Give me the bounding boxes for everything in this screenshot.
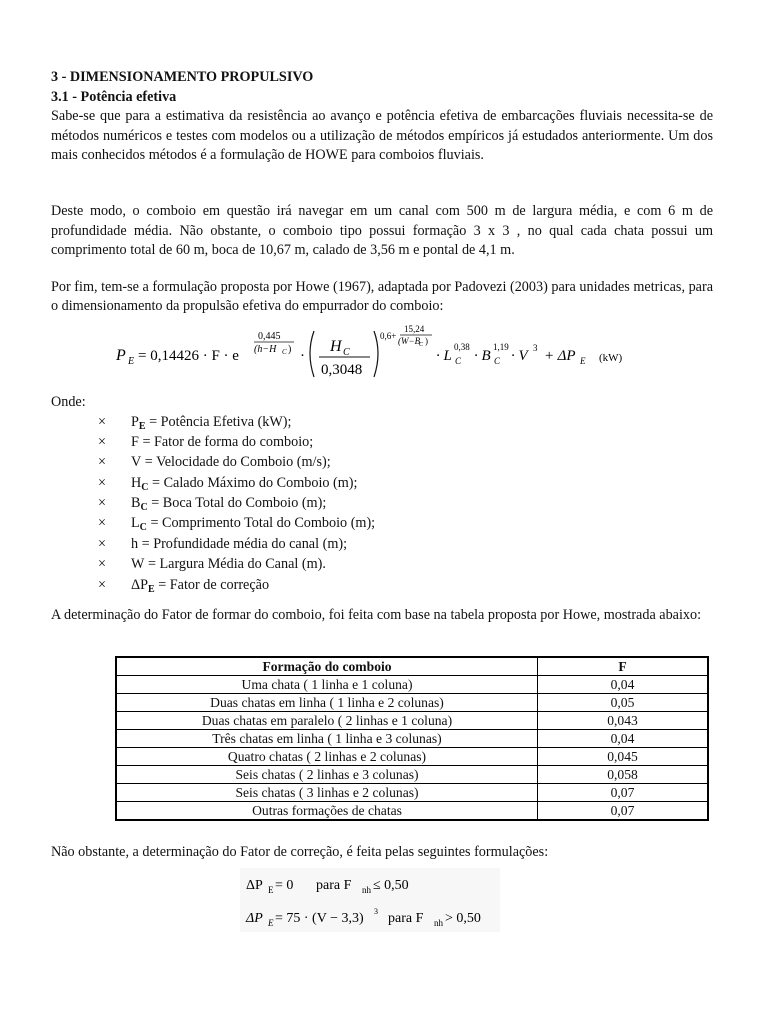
bullet-x-icon: × [98,576,107,593]
corr2-cond-sub: nh [434,918,443,928]
bullet-x-icon: × [98,454,107,471]
formula-lc-sub: C [455,355,462,366]
formula-lc-exp: 0,38 [454,341,470,352]
definition-subscript: C [140,502,148,514]
formula-lc: · L [436,347,452,364]
table-header-f: F [538,657,709,676]
table-cell-f: 0,043 [538,712,709,730]
form-factor-table [115,656,709,821]
definition-item [51,474,713,494]
paragraph-intro: Sabe-se que para a estimativa da resistência ao avanço e potência efetiva de embarcações fluviais necessita-se de métodos numéricos e testes com modelos ou a utilização de métodos empíricos já estudados anteriormente. Um dos mais conhecidos métodos é a formulação de HOWE para comboios fluviais. [51,108,713,164]
definition-item [51,494,713,514]
formula-unit: (kW) [599,351,623,364]
formula-exp-den-sub: C [282,347,287,356]
bullet-x-icon: × [98,556,107,573]
definition-text [131,413,291,433]
correction-formulas [240,868,500,932]
correction-formulas-graphic [240,868,500,932]
paragraph-table-intro: A determinação do Fator de formar do comboio, foi feita com base na tabela proposta por Howe, mostrada abaixo: [51,607,702,624]
definition-description: = Fator de correção [154,576,270,593]
formula-frac-num-sub: C [343,346,350,358]
definition-subscript: C [139,522,147,534]
formula-exp-den-close: ) [288,343,292,355]
bullet-x-icon: × [98,535,107,552]
table-cell-f: 0,07 [538,802,709,821]
formula-dpe-sub: E [580,355,586,366]
onde-label: Onde: [51,393,86,410]
definition-description: = Comprimento Total do Comboio (m); [146,515,376,532]
document-body [51,68,713,626]
definition-symbol: W [131,556,145,573]
definition-symbol: B [131,495,141,512]
definition-item [51,453,713,473]
definition-subscript: C [141,481,149,493]
definition-text [131,433,313,453]
table-cell-f: 0,04 [538,676,709,694]
formula-pow-den-close: ) [425,335,428,346]
table-cell-formation: Outras formações de chatas [116,802,538,821]
definition-description: = Largura Média do Canal (m). [144,556,326,573]
formula-exp-den: (h−H [254,343,277,355]
paragraph-channel: Deste modo, o comboio em questão irá navegar em um canal com 500 m de largura média, e com 6 m de profundidade média. Não obstante, o comboio tipo possui formação 3 x 3 , no qual cada chata possui um comprimento total de 60 m, boca de 10,67 m, calado de 3,56 m e pontal de 4,1 m. [51,202,713,259]
table-header-row [116,657,708,676]
formula-pe: P [116,346,126,364]
formula-pow-den-sub: C [419,341,424,348]
table-cell-f: 0,058 [538,766,709,784]
corr1-lhs: ΔP [246,878,263,893]
table-cell-f: 0,045 [538,748,709,766]
corr1-eq: = 0 [275,878,294,893]
formula-pow-num: 15,24 [404,323,425,334]
definition-item [51,413,713,433]
subsection-title: 3.1 - Potência efetiva [51,88,177,105]
corr2-lhs-sub: E [268,918,274,928]
definition-symbol: ΔP [131,576,149,593]
table-cell-formation: Seis chatas ( 3 linhas e 2 colunas) [116,784,538,802]
table-row [116,802,708,821]
definition-text [131,576,269,596]
bullet-x-icon: × [98,495,107,512]
bullet-x-icon: × [98,515,107,532]
table-cell-formation: Duas chatas em linha ( 1 linha e 2 colunas) [116,694,538,712]
table-row [116,730,708,748]
definition-symbol: h [131,535,139,552]
definition-item [51,514,713,534]
definition-symbol: F [131,433,139,450]
formula-v: · V [511,347,528,364]
definition-subscript: E [138,420,146,432]
definition-text [131,514,375,534]
corr1-lhs-sub: E [268,885,274,895]
table-row [116,712,708,730]
table-cell-f: 0,05 [538,694,709,712]
formula-coeff: = 0,14426 · F · e [138,347,239,364]
definition-item [51,433,713,453]
table-row [116,748,708,766]
corr2-rel: > 0,50 [445,911,481,926]
definition-subscript: E [148,583,155,595]
corr1-cond-sub: nh [362,885,371,895]
table-cell-formation: Três chatas em linha ( 1 linha e 3 colunas) [116,730,538,748]
formula-frac-num: H [330,337,342,355]
table-cell-formation: Uma chata ( 1 linha e 1 coluna) [116,676,538,694]
formula-pow-den: (W−B [398,335,421,346]
definition-text [131,453,331,473]
formula-bc-sub: C [494,355,501,366]
formula-frac-den: 0,3048 [321,361,363,378]
paragraph-formula-intro: Por fim, tem-se a formulação proposta por Howe (1967), adaptada por Padovezi (2003) para unidades metricas, para o dimensionamento da propulsão efetiva do empurrador do comboio: [51,278,713,315]
definition-description: = Calado Máximo do Comboio (m); [148,474,358,491]
table-cell-formation: Seis chatas ( 2 linhas e 3 colunas) [116,766,538,784]
definition-item [51,535,713,555]
howe-formula [51,323,713,385]
bullet-x-icon: × [98,474,107,491]
table-cell-formation: Quatro chatas ( 2 linhas e 2 colunas) [116,748,538,766]
corr1-cond: para F [316,878,352,893]
definition-text [131,535,347,555]
definition-text [131,474,357,494]
table-row [116,766,708,784]
table-row [116,694,708,712]
definition-text [131,494,326,514]
definitions-list [51,413,713,597]
table-cell-f: 0,07 [538,784,709,802]
table-cell-formation: Duas chatas em paralelo ( 2 linhas e 1 coluna) [116,712,538,730]
formula-bc-exp: 1,19 [493,341,509,352]
formula-bc: · B [474,347,491,364]
bullet-x-icon: × [98,433,107,450]
definition-description: = Boca Total do Comboio (m); [147,495,327,512]
table-header-formation: Formação do comboio [116,657,538,676]
corr2-lhs: ΔP [246,911,263,926]
definition-description: = Potência Efetiva (kW); [145,413,292,430]
table-row [116,676,708,694]
definition-description: = Velocidade do Comboio (m/s); [141,454,331,471]
section-title: 3 - DIMENSIONAMENTO PROPULSIVO [51,69,314,85]
howe-formula-graphic [114,323,674,385]
definition-symbol: P [131,413,139,430]
definition-symbol: L [131,515,140,532]
formula-exp-num: 0,445 [258,330,281,342]
definition-text [131,555,326,575]
paragraph-correction-intro: Não obstante, a determinação do Fator de correção, é feita pelas seguintes formulações: [51,844,549,860]
corr1-rel: ≤ 0,50 [373,878,409,893]
corr2-exp: 3 [374,907,378,916]
formula-v-exp: 3 [533,342,538,353]
definition-description: = Fator de forma do comboio; [138,433,314,450]
corr2-eq: = 75 · (V − 3,3) [275,911,364,926]
formula-pow-a: 0,6+ [380,330,397,341]
definition-item [51,555,713,575]
corr2-cond: para F [388,911,424,926]
formula-dot: · [300,347,305,364]
table-cell-f: 0,04 [538,730,709,748]
definition-symbol: V [131,454,142,471]
bullet-x-icon: × [98,413,107,430]
formula-dpe: + ΔP [544,347,576,364]
definition-description: = Profundidade média do canal (m); [138,535,348,552]
definition-symbol: H [131,474,142,491]
formula-pe-sub: E [128,355,135,367]
table-row [116,784,708,802]
definition-item [51,576,713,596]
